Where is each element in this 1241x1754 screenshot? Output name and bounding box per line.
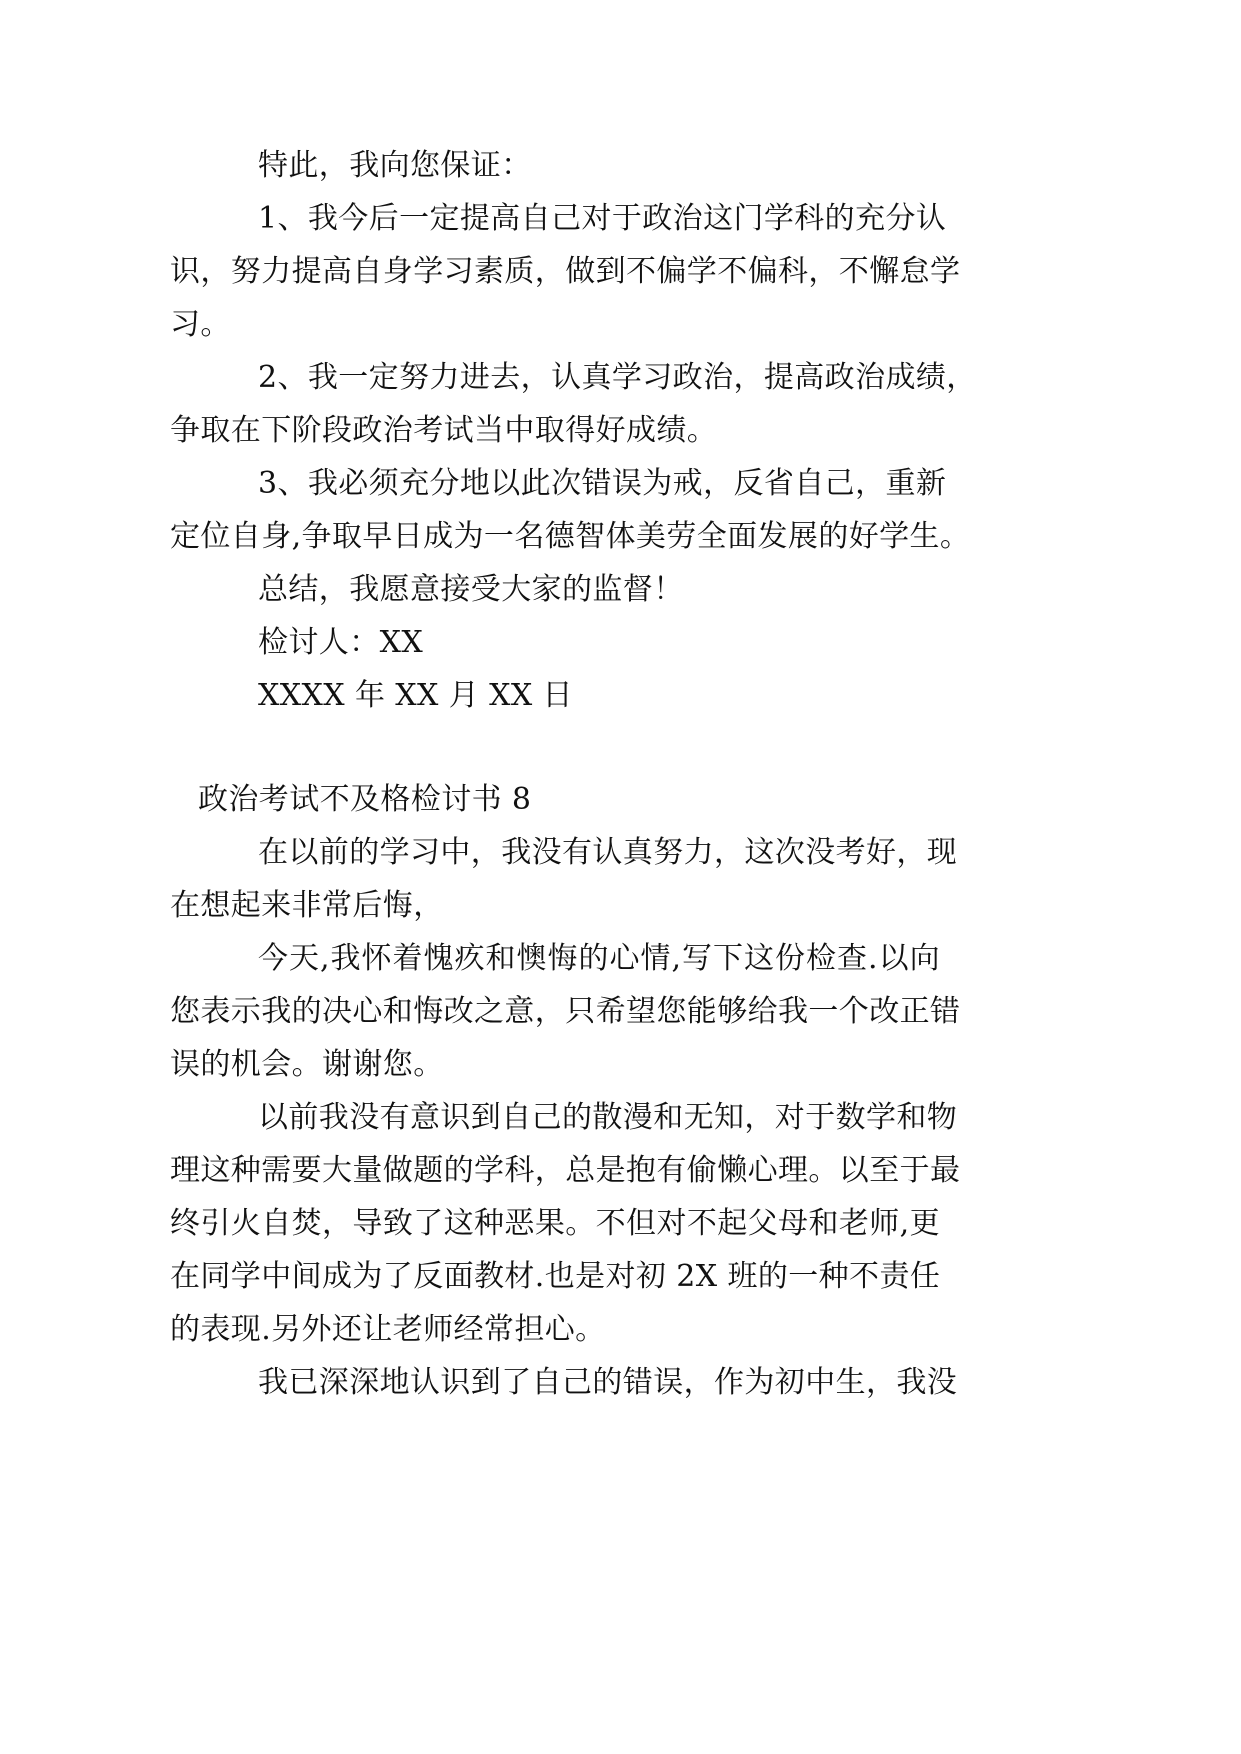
item1-line2: 识，努力提高自身学习素质，做到不偏学不偏科，不懈怠学 <box>170 254 961 289</box>
item1-line1: 1、我今后一定提高自己对于政治这门学科的充分认 <box>258 201 947 236</box>
item3-line1: 3、我必须充分地以此次错误为戒，反省自己，重新 <box>258 466 947 501</box>
item2-line2: 争取在下阶段政治考试当中取得好成绩。 <box>170 413 718 448</box>
p3-line3: 终引火自焚，导致了这种恶果。不但对不起父母和老师,更 <box>170 1206 940 1241</box>
p4-line1: 我已深深地认识到了自己的错误，作为初中生，我没 <box>258 1365 958 1400</box>
item2-line1: 2、我一定努力进去，认真学习政治，提高政治成绩， <box>258 360 977 395</box>
p3-line4: 在同学中间成为了反面教材.也是对初 2X 班的一种不责任 <box>170 1259 941 1294</box>
guarantee-intro: 特此，我向您保证： <box>258 148 532 183</box>
item1-line3: 习。 <box>170 307 231 342</box>
p2-line1: 今天,我怀着愧疚和懊悔的心情,写下这份检查.以向 <box>258 941 940 976</box>
signer-line: 检讨人：XX <box>258 625 424 660</box>
item3-line2: 定位自身,争取早日成为一名德智体美劳全面发展的好学生。 <box>170 519 971 554</box>
p1-line1: 在以前的学习中，我没有认真努力，这次没考好，现 <box>258 835 958 870</box>
p3-line1: 以前我没有意识到自己的散漫和无知，对于数学和物 <box>258 1100 958 1135</box>
p2-line2: 您表示我的决心和悔改之意，只希望您能够给我一个改正错 <box>170 994 961 1029</box>
p2-line3: 误的机会。谢谢您。 <box>170 1047 444 1082</box>
summary-line: 总结，我愿意接受大家的监督！ <box>258 572 684 607</box>
section-title: 政治考试不及格检讨书 8 <box>198 782 532 817</box>
p3-line5: 的表现.另外还让老师经常担心。 <box>170 1312 606 1347</box>
p1-line2: 在想起来非常后悔， <box>170 888 444 923</box>
p3-line2: 理这种需要大量做题的学科，总是抱有偷懒心理。以至于最 <box>170 1153 961 1188</box>
date-line: XXXX 年 XX 月 XX 日 <box>258 678 573 713</box>
